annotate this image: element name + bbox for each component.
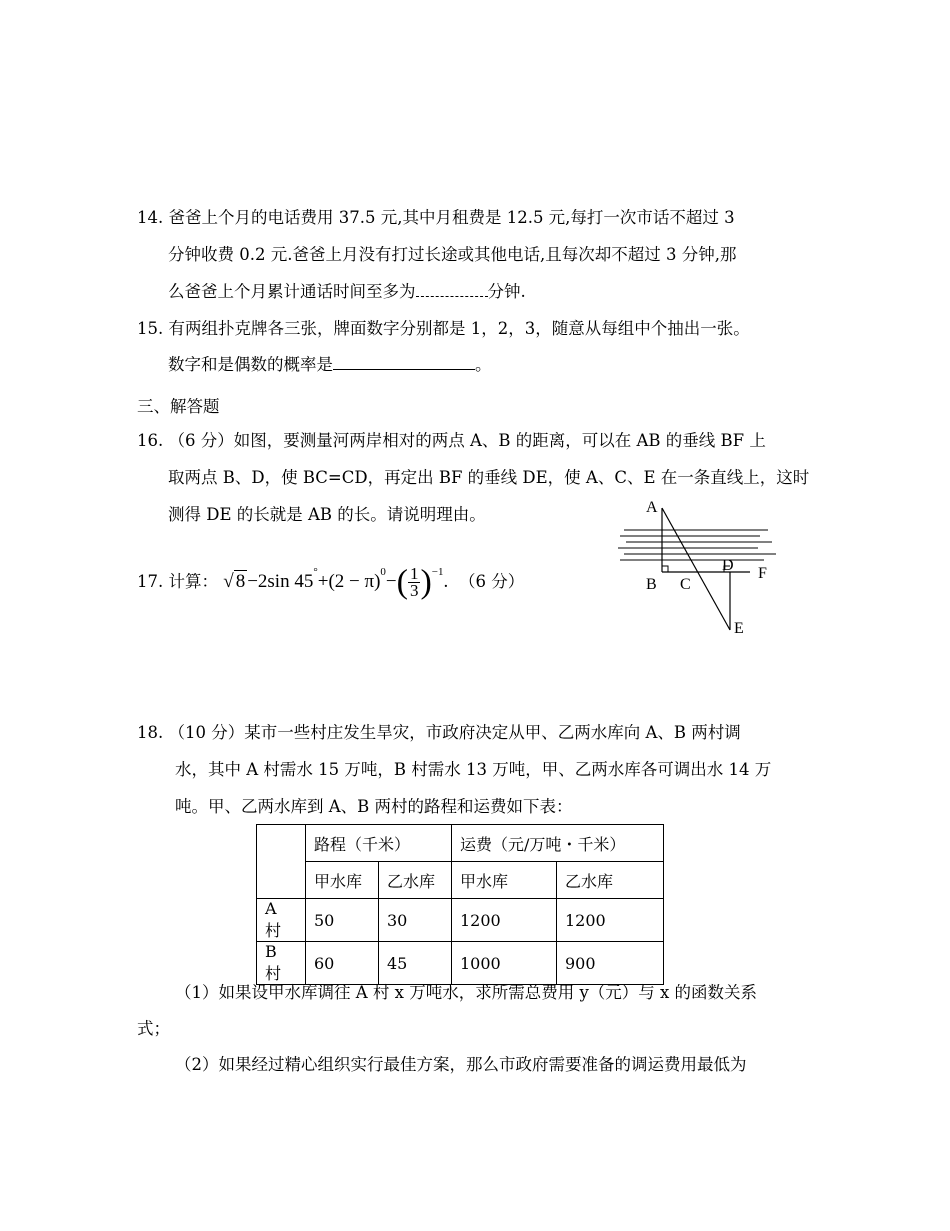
- fraction-numerator: 1: [409, 564, 419, 584]
- table-cell: 1200: [557, 899, 664, 942]
- q17-sin-term: −2sin 45: [247, 571, 314, 592]
- table-header-row-2: [257, 862, 664, 899]
- left-paren: (: [396, 563, 408, 601]
- q17-minus: −: [385, 571, 397, 592]
- table-header-distance: 路程（千米）: [306, 825, 452, 862]
- table-subheader: 甲水库: [306, 862, 379, 899]
- q15-answer-blank: [333, 355, 475, 370]
- q18-sub1-line-1: （1）如果设甲水库调往 A 村 x 万吨水，求所需总费用 y（元）与 x 的函数关系: [175, 983, 758, 1002]
- q18-sub1-line-2: 式；: [137, 1019, 170, 1038]
- table-cell: 1200: [452, 899, 557, 942]
- q17-degree: °: [313, 566, 318, 578]
- q18-line-3: 吨。甲、乙两水库到 A、B 两村的路程和运费如下表：: [175, 797, 573, 816]
- river-measurement-figure: [600, 490, 800, 650]
- q15-line-2: [168, 354, 492, 376]
- right-paren: ): [420, 563, 432, 601]
- table-cell: 30: [379, 899, 452, 942]
- q15-line-2-text: 数字和是偶数的概率是: [168, 355, 333, 374]
- table-cell: 50: [306, 899, 379, 942]
- table-row-label: A 村: [257, 899, 306, 942]
- q17-period: .: [443, 571, 449, 592]
- table-subheader: 乙水库: [379, 862, 452, 899]
- fraction-denominator: 3: [409, 581, 419, 601]
- label-b: B: [646, 576, 657, 593]
- table-subheader: 乙水库: [557, 862, 664, 899]
- table-row: [257, 942, 664, 985]
- q17-zero-exponent: 0: [380, 566, 386, 578]
- q14-line-3: [168, 281, 526, 303]
- sqrt-symbol: √ 8: [223, 571, 246, 592]
- label-a: A: [646, 499, 658, 516]
- cost-table: [256, 824, 664, 985]
- q17-prefix: 17. 计算：: [137, 572, 218, 591]
- table-cell: 45: [379, 942, 452, 985]
- q14-line-3-suffix: 分钟.: [487, 282, 526, 301]
- table-cell: 60: [306, 942, 379, 985]
- q14-line-1: 14. 爸爸上个月的电话费用 37.5 元,其中月租费是 12.5 元,每打一次市话不超过 3: [137, 208, 735, 227]
- q18-line-1: 18. （10 分）某市一些村庄发生旱灾，市政府决定从甲、乙两水库向 A、B 两村调: [137, 723, 741, 742]
- q14-line-2: 分钟收费 0.2 元.爸爸上月没有打过长途或其他电话,且每次却不超过 3 分钟,那: [168, 245, 737, 264]
- q16-line-2: 取两点 B、D，使 BC=CD，再定出 BF 的垂线 DE，使 A、C、E 在一条直线上，这时: [168, 468, 810, 487]
- q17-pi-term: +(2 − π): [317, 571, 381, 592]
- table-row: [257, 899, 664, 942]
- q17-negative-exponent: −1: [431, 566, 444, 578]
- table-header-cost: 运费（元/万吨・千米）: [452, 825, 664, 862]
- line-ae: [662, 508, 730, 630]
- table-row-label: B 村: [257, 942, 306, 985]
- q17-expression: [137, 555, 524, 600]
- q14-answer-blank: [416, 282, 488, 297]
- river-lines: [618, 530, 776, 560]
- label-d: D: [722, 557, 734, 574]
- q17-points: （6 分）: [459, 572, 525, 591]
- section-heading: 三、解答题: [137, 397, 220, 416]
- q18-line-2: 水，其中 A 村需水 15 万吨，B 村需水 13 万吨，甲、乙两水库各可调出水 14 万: [175, 760, 772, 779]
- label-c: C: [680, 576, 691, 593]
- q18-sub2-line-1: （2）如果经过精心组织实行最佳方案，那么市政府需要准备的调运费用最低为: [175, 1055, 747, 1074]
- q14-line-3-text: 么爸爸上个月累计通话时间至多为: [168, 282, 416, 301]
- table-subheader: 甲水库: [452, 862, 557, 899]
- q15-line-1: 15. 有两组扑克牌各三张，牌面数字分别都是 1，2，3，随意从每组中个抽出一张。: [137, 319, 750, 338]
- q16-line-3: 测得 DE 的长就是 AB 的长。请说明理由。: [168, 505, 486, 524]
- sqrt-argument: 8: [235, 571, 246, 592]
- q15-line-2-suffix: 。: [475, 355, 492, 374]
- q16-line-1: 16. （6 分）如图，要测量河两岸相对的两点 A、B 的距离，可以在 AB 的垂线 BF 上: [137, 431, 766, 450]
- label-e: E: [734, 620, 744, 637]
- q17-fraction: [408, 566, 421, 599]
- table-header-row-1: [257, 825, 664, 862]
- table-cell: 1000: [452, 942, 557, 985]
- table-corner-cell: [257, 825, 306, 899]
- right-angle-b: [662, 566, 668, 572]
- q17-math: [223, 563, 453, 601]
- table-cell: 900: [557, 942, 664, 985]
- label-f: F: [758, 565, 767, 582]
